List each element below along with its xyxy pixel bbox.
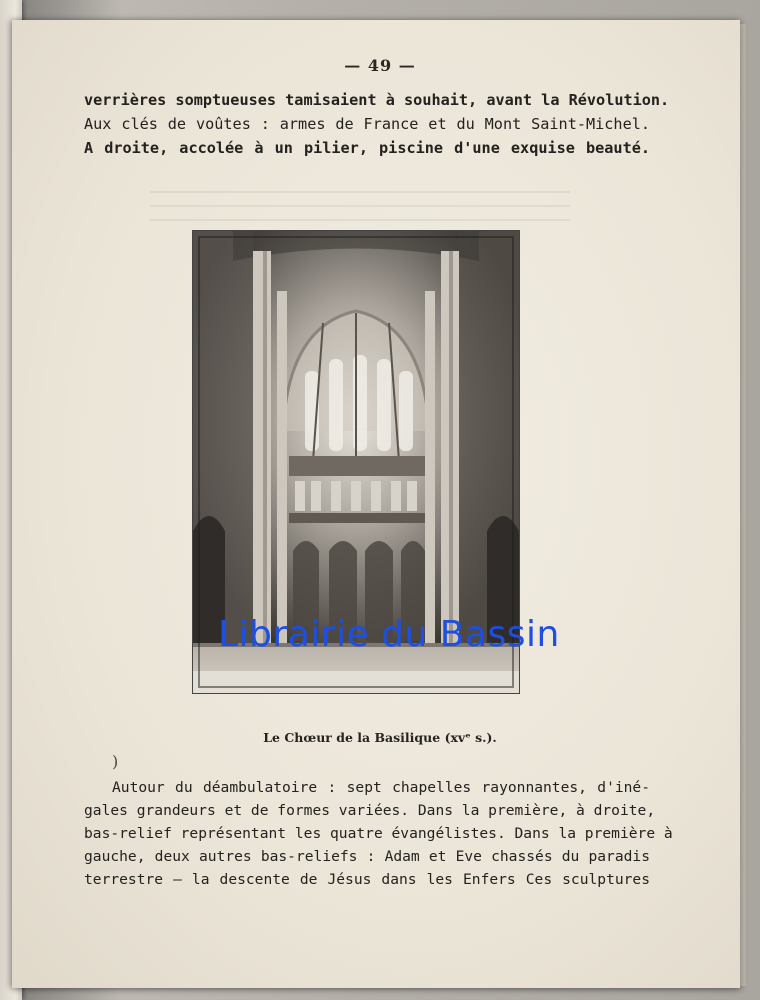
text-line: Autour du déambulatoire : sept chapelles rayonnantes, d'iné- xyxy=(112,779,650,796)
bleed-through-text xyxy=(150,185,570,225)
text-line: Aux clés de voûtes : armes de France et du Mont Saint-Michel. xyxy=(84,115,650,133)
text-line: gales grandeurs et de formes variées. Dans la première, à droite, xyxy=(84,802,656,819)
bottom-paragraph xyxy=(84,776,673,891)
top-paragraph xyxy=(84,88,670,160)
watermark-text: Librairie du Bassin xyxy=(218,614,560,655)
text-line: terrestre — la descente de Jésus dans les Enfers Ces sculptures xyxy=(84,871,650,888)
text-line: A droite, accolée à un pilier, piscine d'une exquise beauté. xyxy=(84,139,650,157)
page-number: — 49 — xyxy=(344,56,416,75)
text-line: gauche, deux autres bas-reliefs : Adam et Eve chassés du paradis xyxy=(84,848,650,865)
text-line: verrières somptueuses tamisaient à souhait, avant la Révolution. xyxy=(84,91,670,109)
text-line: bas-relief représentant les quatre évangélistes. Dans la première à xyxy=(84,825,673,842)
figure-caption: Le Chœur de la Basilique (xvᵉ s.). xyxy=(263,730,497,745)
margin-mark: ) xyxy=(112,752,119,771)
